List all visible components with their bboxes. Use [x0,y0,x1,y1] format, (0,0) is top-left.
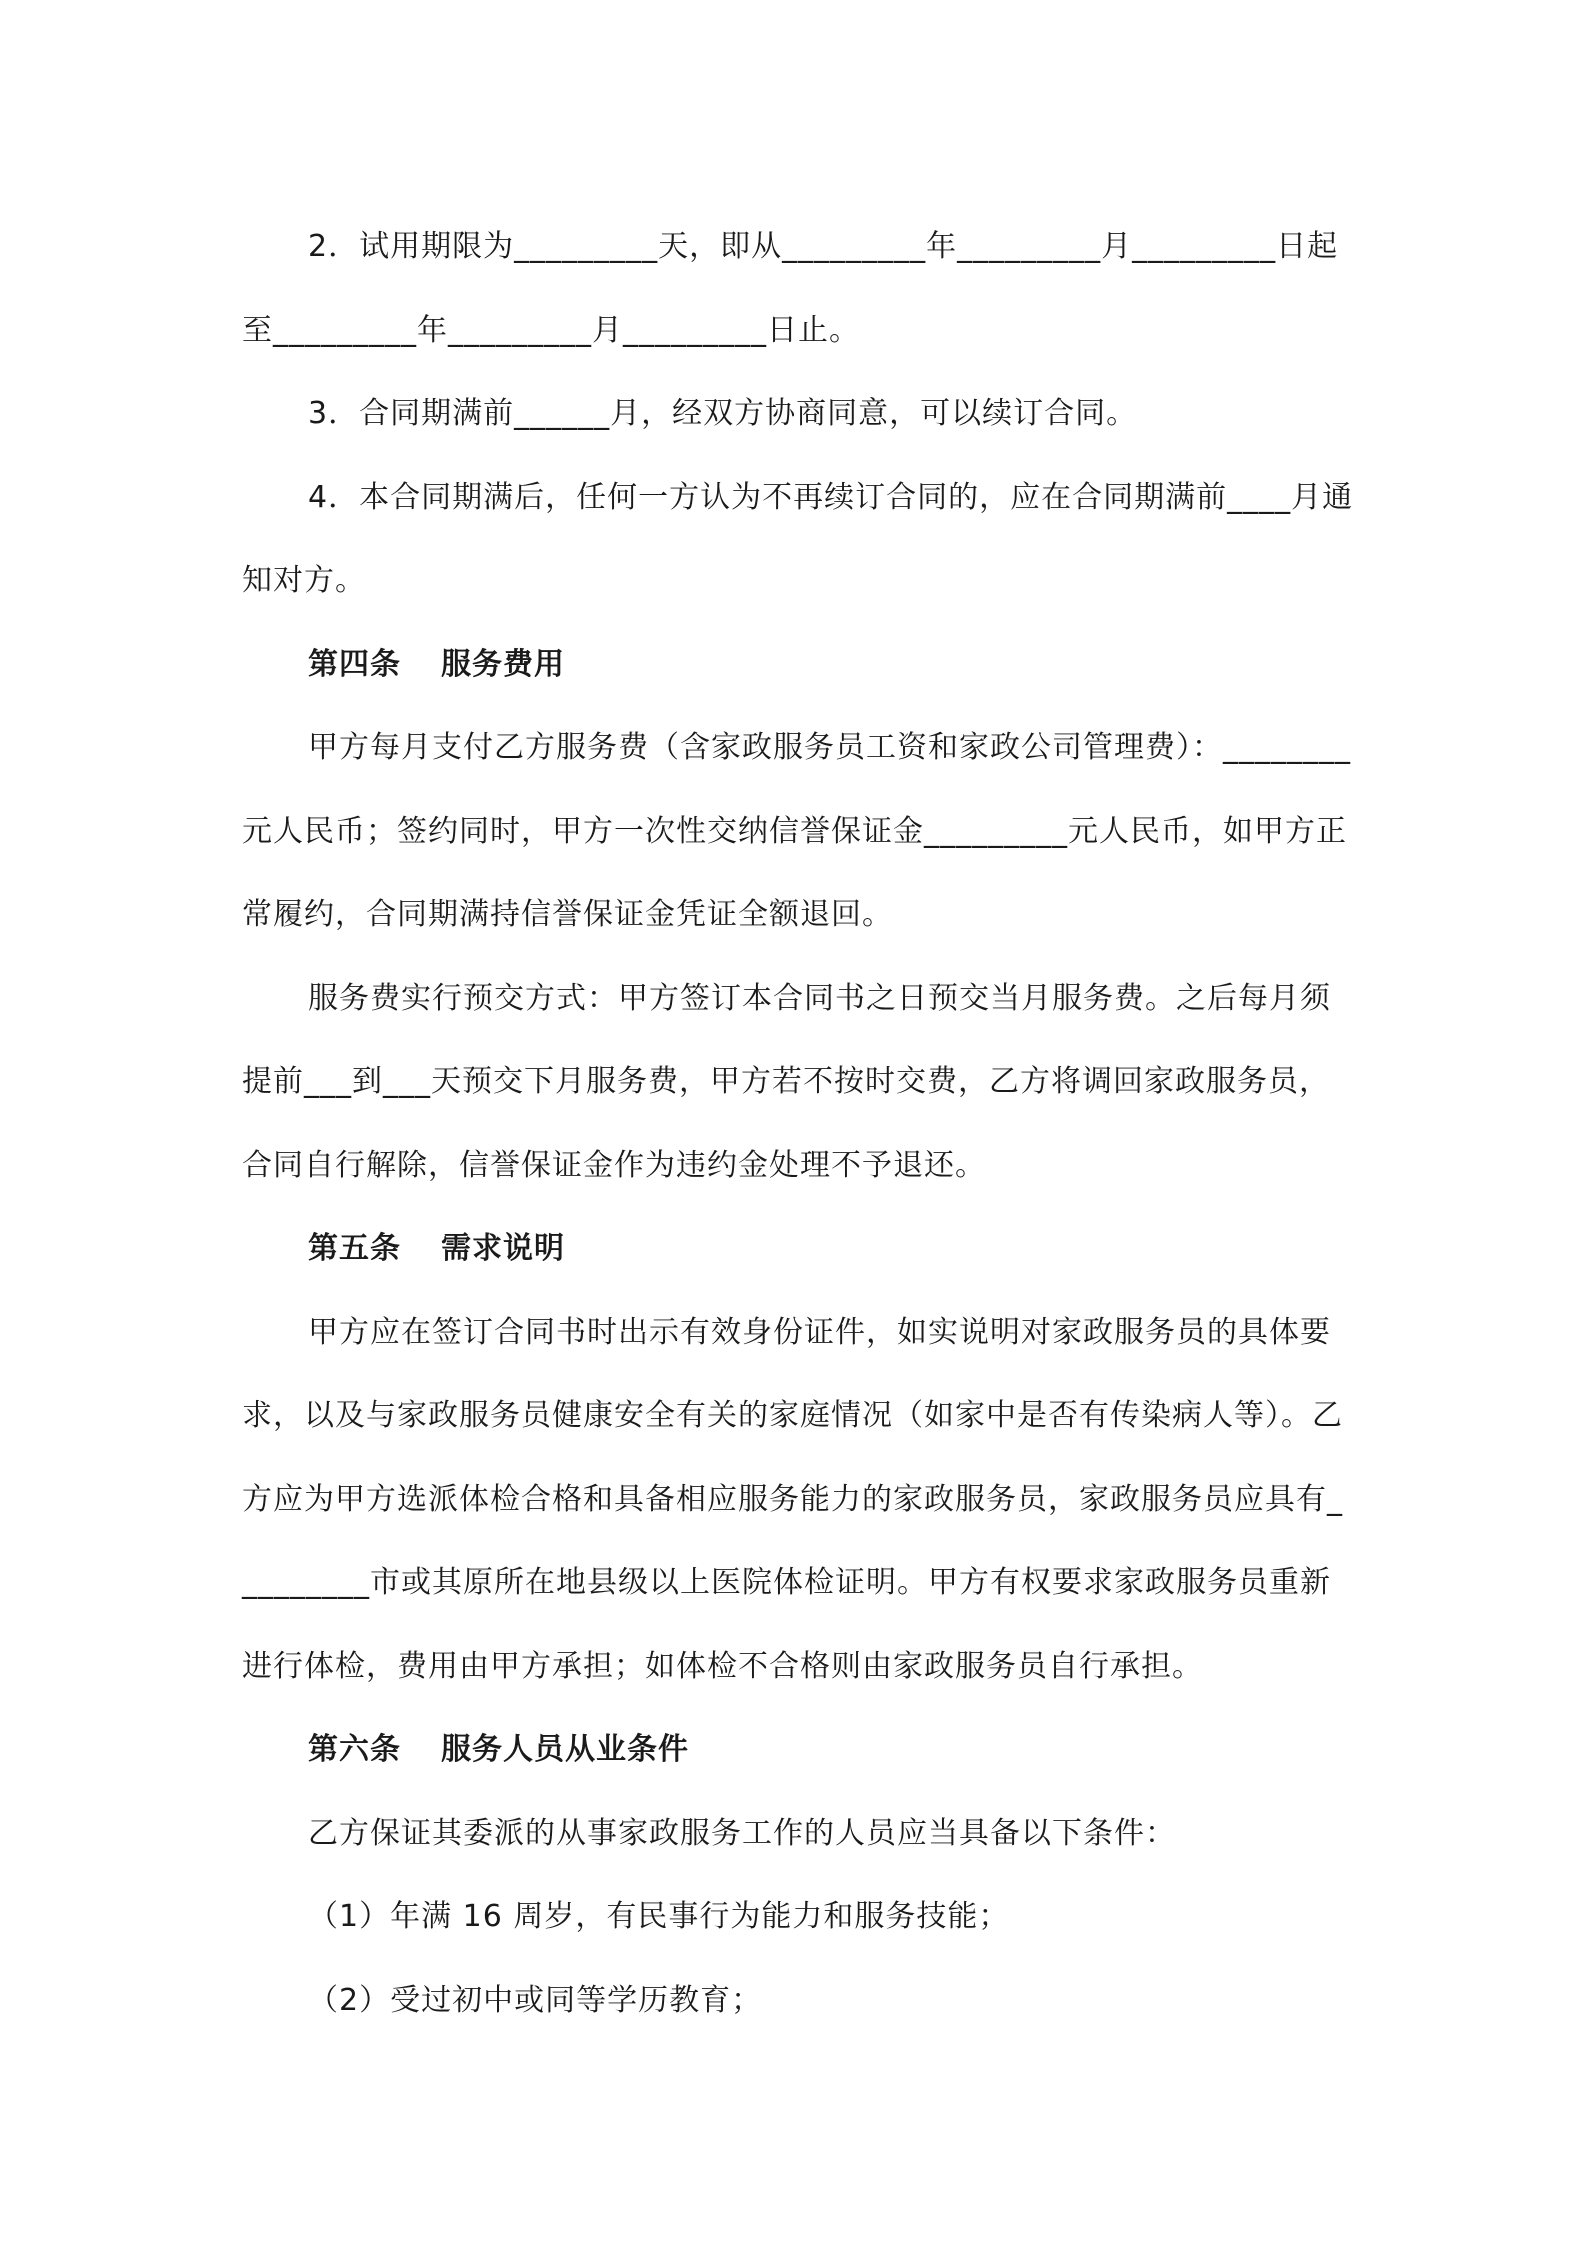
article-4-heading [242,623,1354,707]
article-4-title: 服务费用 [441,646,565,682]
clause-requirements: 甲方应在签订合同书时出示有效身份证件，如实说明对家政服务员的具体要求，以及与家政服务员健康安全有关的家庭情况（如家中是否有传染病人等）。乙方应为甲方选派体检合格和具备相应服务能力的家政服务员，家政服务员应具有_________市或其原所在地县级以上医院体检证明。甲方有权要求家政服务员重新进行体检，费用由甲方承担；如体检不合格则由家政服务员自行承担。 [242,1314,1343,1684]
condition-item-1: （1）年满 16 周岁，有民事行为能力和服务技能； [308,1899,1010,1934]
clause-trial-period: 2．试用期限为_________天，即从_________年_________月_________日起至_________年_________月_________日止。 [242,229,1339,348]
clause-conditions-intro: 乙方保证其委派的从事家政服务工作的人员应当具备以下条件： [308,1815,1176,1851]
document-body [242,205,1354,2042]
article-4-number: 第四条 [308,646,401,682]
clause-service-fee: 甲方每月支付乙方服务费（含家政服务员工资和家政公司管理费）：________元人民币；签约同时，甲方一次性交纳信誉保证金_________元人民币，如甲方正常履约，合同期满持信誉保证金凭证全额退回。 [242,730,1351,932]
article-5-title: 需求说明 [441,1231,565,1266]
article-5-number: 第五条 [308,1231,401,1266]
condition-item-2: （2）受过初中或同等学历教育； [308,1982,763,2018]
article-6-number: 第六条 [308,1732,401,1767]
article-6-title: 服务人员从业条件 [441,1732,689,1767]
clause-renewal: 3．合同期满前______月，经双方协商同意，可以续订合同。 [308,396,1138,431]
article-6-heading [242,1708,1354,1792]
clause-notice: 4．本合同期满后，任何一方认为不再续订合同的，应在合同期满前____月通知对方。 [242,479,1354,598]
clause-prepayment: 服务费实行预交方式：甲方签订本合同书之日预交当月服务费。之后每月须提前___到___天预交下月服务费，甲方若不按时交费，乙方将调回家政服务员，合同自行解除，信誉保证金作为违约金处理不予退还。 [242,980,1331,1183]
article-5-heading [242,1207,1354,1291]
